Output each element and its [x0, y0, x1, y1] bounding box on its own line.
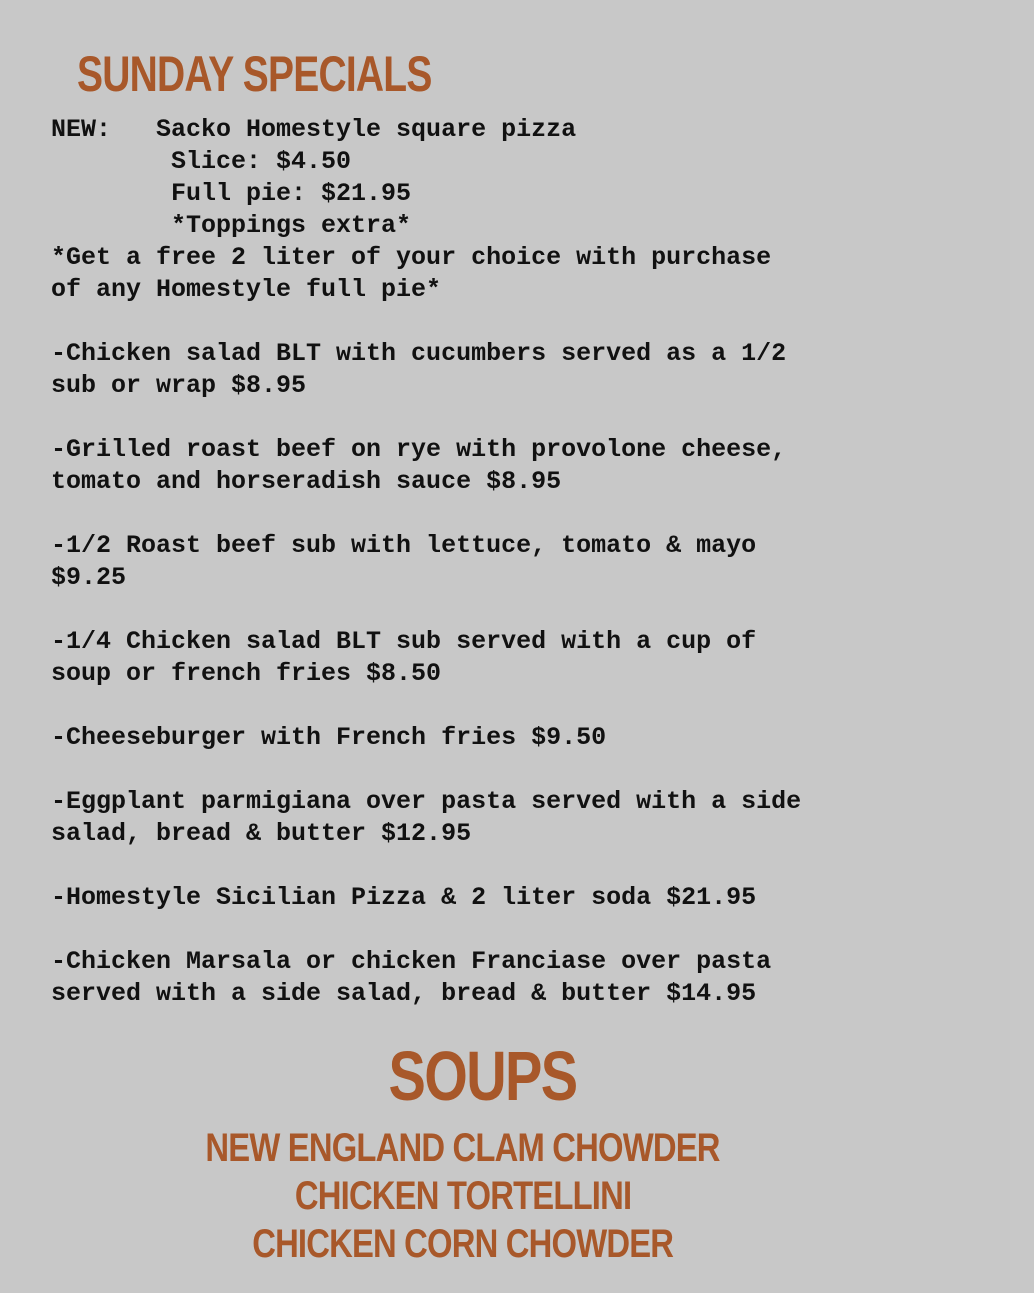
menu-line: Slice: $4.50: [51, 147, 352, 176]
menu-spacer: [51, 306, 1011, 338]
menu-line: -Chicken Marsala or chicken Franciase over pasta: [51, 947, 772, 976]
menu-line: -1/4 Chicken salad BLT sub served with a cup of: [51, 627, 757, 656]
menu-spacer: [51, 594, 1011, 626]
menu-line: Full pie: $21.95: [51, 179, 412, 208]
menu-spacer: [51, 690, 1011, 722]
menu-line: -Homestyle Sicilian Pizza & 2 liter soda $21.95: [51, 883, 757, 912]
menu-line: NEW: Sacko Homestyle square pizza: [51, 115, 577, 144]
menu-line: -1/2 Roast beef sub with lettuce, tomato & mayo: [51, 531, 757, 560]
menu-line: soup or french fries $8.50: [51, 659, 442, 688]
menu-line: salad, bread & butter $12.95: [51, 819, 472, 848]
page-title: SUNDAY SPECIALS: [77, 46, 432, 102]
soup-item-label: NEW ENGLAND CLAM CHOWDER: [205, 1126, 721, 1170]
soup-item: [0, 1172, 926, 1220]
menu-line: -Eggplant parmigiana over pasta served with a side: [51, 787, 802, 816]
menu-line: -Cheeseburger with French fries $9.50: [51, 723, 607, 752]
soup-item: [0, 1124, 926, 1172]
soup-item-label: CHICKEN CORN CHOWDER: [252, 1222, 674, 1266]
menu-line: served with a side salad, bread & butter $14.95: [51, 979, 757, 1008]
menu-spacer: [51, 402, 1011, 434]
menu-line: *Get a free 2 liter of your choice with purchase: [51, 243, 772, 272]
menu-line: tomato and horseradish sauce $8.95: [51, 467, 562, 496]
soup-item: [0, 1220, 926, 1268]
menu-spacer: [51, 754, 1011, 786]
menu-line: -Chicken salad BLT with cucumbers served as a 1/2: [51, 339, 787, 368]
menu-spacer: [51, 850, 1011, 882]
specials-list: [51, 114, 1011, 1010]
soups-heading-text: SOUPS: [388, 1037, 578, 1115]
menu-line: $9.25: [51, 563, 127, 592]
menu-line: sub or wrap $8.95: [51, 371, 307, 400]
soups-list: [0, 1124, 926, 1268]
soup-item-label: CHICKEN TORTELLINI: [294, 1174, 632, 1218]
menu-line: of any Homestyle full pie*: [51, 275, 442, 304]
menu-spacer: [51, 498, 1011, 530]
menu-spacer: [51, 914, 1011, 946]
menu-line: -Grilled roast beef on rye with provolone cheese,: [51, 435, 787, 464]
menu-line: *Toppings extra*: [51, 211, 412, 240]
soups-heading: [0, 1034, 966, 1118]
